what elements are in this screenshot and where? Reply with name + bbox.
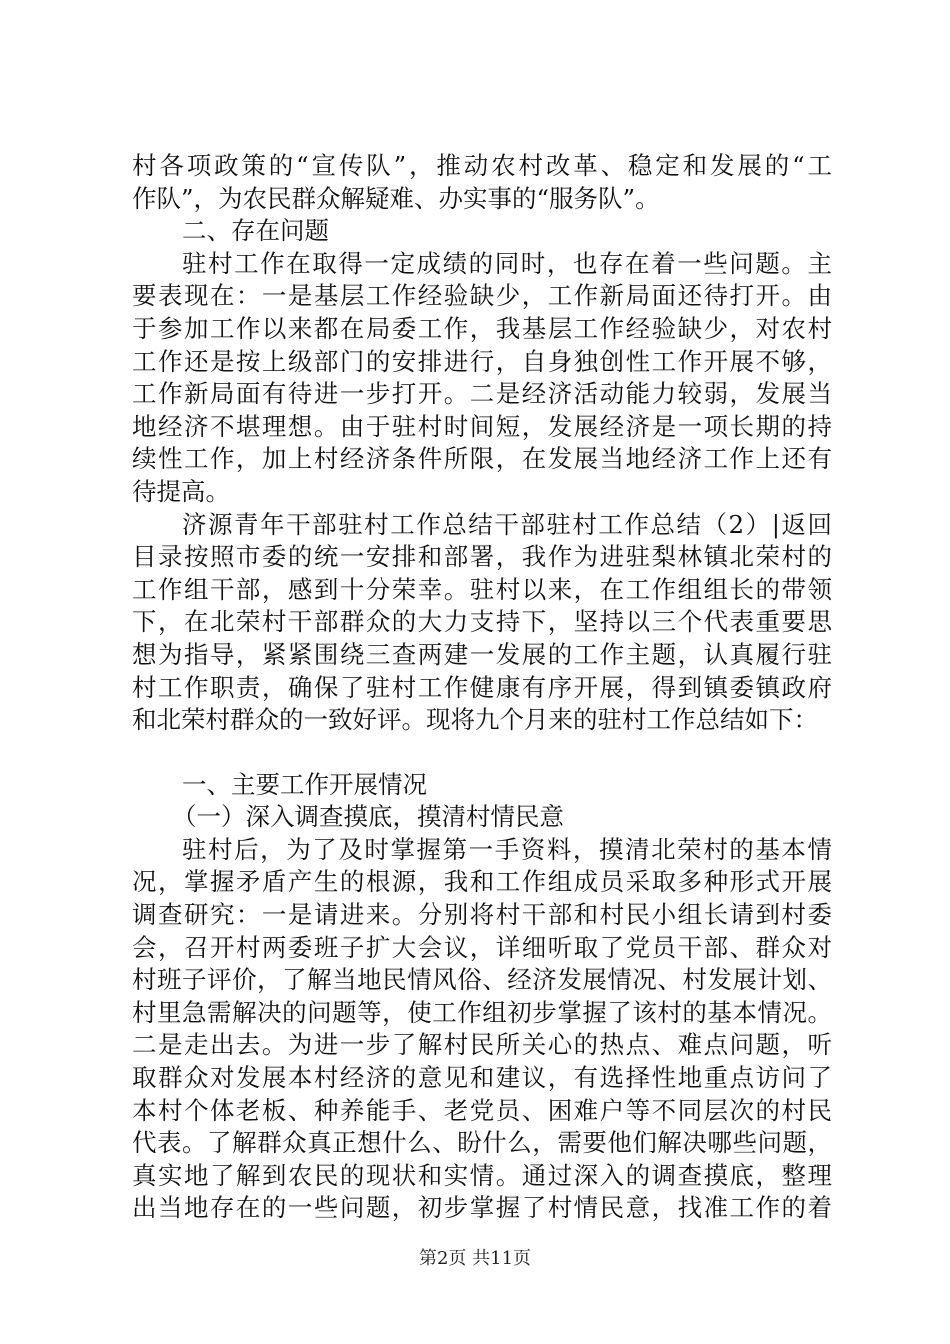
paragraph-line: 代表。了解群众真正想什么、盼什么，需要他们解决哪些问题， — [132, 1128, 832, 1158]
paragraph-line: 作队”，为农民群众解疑难、办实事的“服务队”。 — [132, 183, 660, 213]
paragraph-line: 会，召开村两委班子扩大会议，详细听取了党员干部、群众对 — [132, 932, 832, 962]
paragraph-line: 工作新局面有待进一步打开。二是经济活动能力较弱，发展当 — [132, 379, 832, 409]
paragraph-line: 驻村后，为了及时掌握第一手资料，摸清北荣村的基本情 — [182, 834, 832, 864]
paragraph-line: 村里急需解决的问题等，使工作组初步掌握了该村的基本情况。 — [132, 997, 832, 1027]
paragraph-line: 况，掌握矛盾产生的根源，我和工作组成员采取多种形式开展 — [132, 867, 832, 897]
paragraph-line: 要表现在：一是基层工作经验缺少，工作新局面还待打开。由 — [132, 281, 832, 311]
paragraph-line: 村班子评价，了解当地民情风俗、经济发展情况、村发展计划、 — [132, 965, 832, 995]
paragraph-line: 调查研究：一是请进来。分别将村干部和村民小组长请到村委 — [132, 900, 832, 930]
paragraph-line: 续性工作，加上村经济条件所限，在发展当地经济工作上还有 — [132, 444, 832, 474]
paragraph-line: 驻村工作在取得一定成绩的同时，也存在着一些问题。主 — [182, 248, 832, 278]
paragraph-line: 和北荣村群众的一致好评。现将九个月来的驻村工作总结如下： — [132, 705, 818, 735]
subsection-heading-survey: （一）深入调查摸底，摸清村情民意 — [172, 802, 564, 832]
paragraph-line: 村各项政策的“宣传队”，推动农村改革、稳定和发展的“工 — [132, 151, 832, 180]
paragraph-line: 目录按照市委的统一安排和部署，我作为进驻梨林镇北荣村的 — [132, 542, 832, 572]
paragraph-line: 村工作职责，确保了驻村工作健康有序开展，得到镇委镇政府 — [132, 672, 832, 702]
paragraph-line: 下，在北荣村干部群众的大力支持下，坚持以三个代表重要思 — [132, 607, 832, 637]
paragraph-spacer — [132, 737, 832, 769]
paragraph-line: 济源青年干部驻村工作总结干部驻村工作总结（2）|返回 — [182, 509, 832, 539]
section-heading-problems: 二、存在问题 — [182, 216, 329, 246]
paragraph-line: 地经济不堪理想。由于驻村时间短，发展经济是一项长期的持 — [132, 411, 832, 441]
paragraph-line: 出当地存在的一些问题，初步掌握了村情民意，找准工作的着 — [132, 1193, 832, 1223]
paragraph-line: 待提高。 — [132, 476, 230, 506]
paragraph-line: 工作还是按上级部门的安排进行，自身独创性工作开展不够， — [132, 346, 832, 376]
page-number-footer: 第2页 共11页 — [418, 1248, 532, 1269]
paragraph-line: 工作组干部，感到十分荣幸。驻村以来，在工作组组长的带领 — [132, 574, 832, 604]
paragraph-line: 二是走出去。为进一步了解村民所关心的热点、难点问题，听 — [132, 1030, 832, 1060]
paragraph-line: 本村个体老板、种养能手、老党员、困难户等不同层次的村民 — [132, 1095, 832, 1125]
document-body — [132, 150, 832, 1225]
paragraph-line: 取群众对发展本村经济的意见和建议，有选择性地重点访问了 — [132, 1063, 832, 1093]
paragraph-line: 真实地了解到农民的现状和实情。通过深入的调查摸底，整理 — [132, 1160, 832, 1190]
paragraph-line: 于参加工作以来都在局委工作，我基层工作经验缺少，对农村 — [132, 313, 832, 343]
section-heading-main-work: 一、主要工作开展情况 — [182, 769, 427, 799]
paragraph-line: 想为指导，紧紧围绕三查两建一发展的工作主题，认真履行驻 — [132, 639, 832, 669]
